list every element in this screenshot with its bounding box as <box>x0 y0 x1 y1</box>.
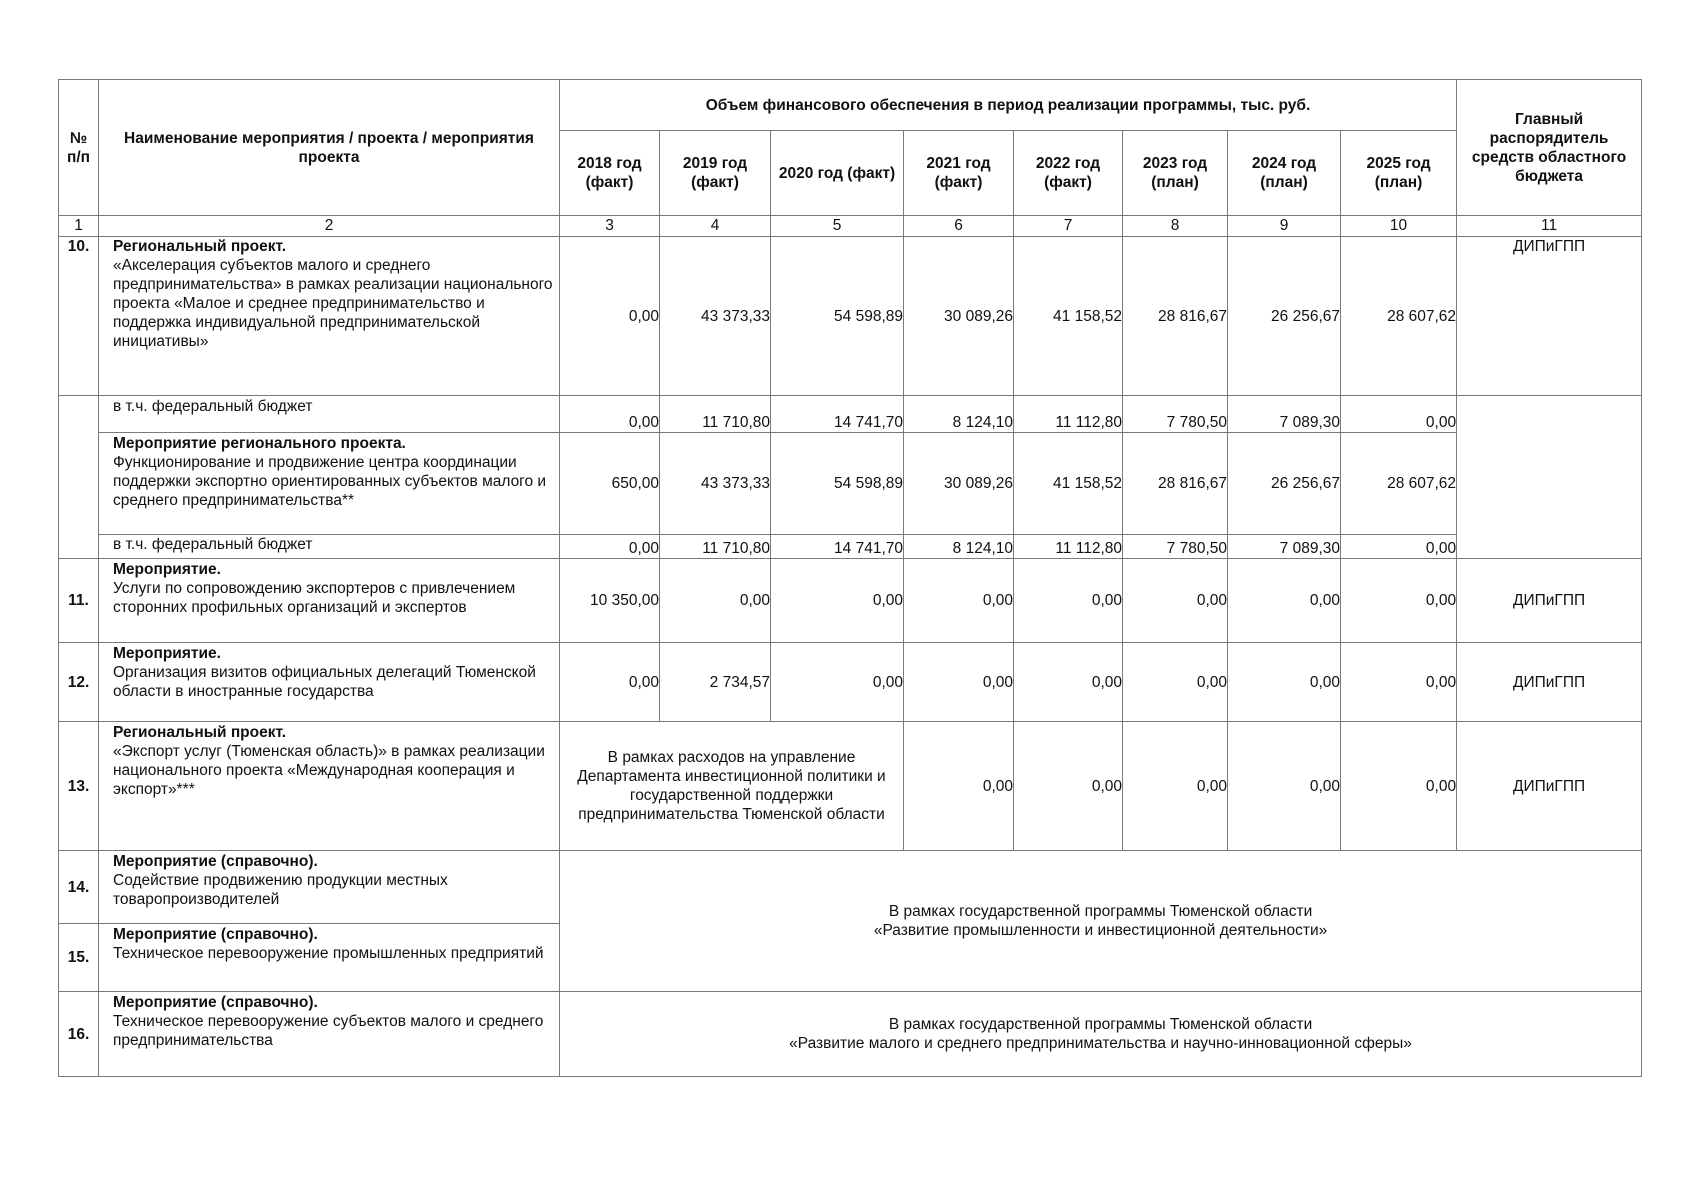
row-title: Мероприятие (справочно). <box>113 926 318 943</box>
row-number: 11. <box>59 559 99 643</box>
value-cell: 11 710,80 <box>660 535 771 559</box>
program-note-line: В рамках государственной программы Тюменской области <box>888 903 1313 920</box>
value-cell: 0,00 <box>1014 559 1123 643</box>
header-year: 2019 год (факт) <box>660 131 771 216</box>
program-note-line: «Развитие промышленности и инвестиционной деятельности» <box>873 922 1328 939</box>
value-cell: 2 734,57 <box>660 643 771 722</box>
value-cell: 0,00 <box>1341 535 1457 559</box>
value-cell: 54 598,89 <box>771 433 904 535</box>
value-cell: 0,00 <box>1341 396 1457 433</box>
value-cell: 0,00 <box>1341 559 1457 643</box>
header-year: 2024 год (план) <box>1228 131 1341 216</box>
row-name <box>99 722 560 851</box>
row-text: Техническое перевооружение субъектов малого и среднего предпринимательства <box>113 1013 544 1049</box>
value-cell: 0,00 <box>1014 722 1123 851</box>
column-number: 6 <box>904 216 1014 237</box>
header-name: Наименование мероприятия / проекта / мероприятия проекта <box>99 80 560 216</box>
value-cell: 26 256,67 <box>1228 433 1341 535</box>
row-title: Региональный проект. <box>113 724 287 741</box>
row-text: Организация визитов официальных делегаций Тюменской области в иностранные государства <box>113 664 536 700</box>
value-cell: 28 607,62 <box>1341 433 1457 535</box>
row-text: в т.ч. федеральный бюджет <box>99 396 560 433</box>
header-year: 2023 год (план) <box>1123 131 1228 216</box>
column-number: 9 <box>1228 216 1341 237</box>
value-cell: 0,00 <box>560 643 660 722</box>
value-cell: 10 350,00 <box>560 559 660 643</box>
value-cell: 0,00 <box>771 643 904 722</box>
row-number: 16. <box>59 992 99 1077</box>
row-title: Мероприятие (справочно). <box>113 994 318 1011</box>
value-cell: 0,00 <box>1228 643 1341 722</box>
row-number: 12. <box>59 643 99 722</box>
value-cell: 0,00 <box>1228 559 1341 643</box>
value-cell: 43 373,33 <box>660 237 771 396</box>
program-note-cell <box>560 851 1642 992</box>
value-cell: 0,00 <box>1341 643 1457 722</box>
value-cell: 0,00 <box>660 559 771 643</box>
value-cell: 41 158,52 <box>1014 237 1123 396</box>
header-year: 2018 год (факт) <box>560 131 660 216</box>
row-number: 15. <box>59 924 99 992</box>
value-cell: 54 598,89 <box>771 237 904 396</box>
row-text: Содействие продвижению продукции местных товаропроизводителей <box>113 872 448 908</box>
value-cell: 26 256,67 <box>1228 237 1341 396</box>
row-title: Региональный проект. <box>113 238 287 255</box>
value-cell: 650,00 <box>560 433 660 535</box>
value-cell: 0,00 <box>1123 722 1228 851</box>
row-title: Мероприятие. <box>113 561 221 578</box>
table-row <box>59 237 1642 396</box>
row-name <box>99 433 560 535</box>
value-cell: 0,00 <box>560 237 660 396</box>
column-number: 8 <box>1123 216 1228 237</box>
column-number: 3 <box>560 216 660 237</box>
value-cell: 11 112,80 <box>1014 396 1123 433</box>
value-cell: 0,00 <box>904 722 1014 851</box>
value-cell: 28 607,62 <box>1341 237 1457 396</box>
row-title: Мероприятие регионального проекта. <box>113 435 406 452</box>
table-row <box>59 535 1642 559</box>
header-funding: Объем финансового обеспечения в период реализации программы, тыс. руб. <box>560 80 1457 131</box>
value-cell: 41 158,52 <box>1014 433 1123 535</box>
header-year: 2025 год (план) <box>1341 131 1457 216</box>
value-cell: 43 373,33 <box>660 433 771 535</box>
table-row <box>59 992 1642 1077</box>
value-cell: 0,00 <box>1123 559 1228 643</box>
manager-cell: ДИПиГПП <box>1457 722 1642 851</box>
row-number: 10. <box>59 237 99 396</box>
table-row <box>59 433 1642 535</box>
row-text: «Акселерация субъектов малого и среднего предпринимательства» в рамках реализации национального проекта «Малое и среднее предпринимательство и поддержка индивидуальной предпринимательской инициативы» <box>113 257 553 350</box>
value-cell: 14 741,70 <box>771 396 904 433</box>
header-year: 2022 год (факт) <box>1014 131 1123 216</box>
program-note-line: «Развитие малого и среднего предпринимательства и научно-инновационной сферы» <box>789 1035 1412 1052</box>
value-cell: 0,00 <box>1228 722 1341 851</box>
row-name <box>99 992 560 1077</box>
value-cell: 14 741,70 <box>771 535 904 559</box>
column-numbers-row <box>59 216 1642 237</box>
row-number-empty <box>59 396 99 559</box>
row-text: Функционирование и продвижение центра координации поддержки экспортно ориентированных субъектов малого и среднего предпринимательства** <box>113 454 547 509</box>
value-cell: 8 124,10 <box>904 535 1014 559</box>
table-row <box>59 722 1642 851</box>
value-cell: 7 780,50 <box>1123 396 1228 433</box>
row-text: «Экспорт услуг (Тюменская область)» в рамках реализации национального проекта «Международная кооперация и экспорт»*** <box>113 743 545 798</box>
table-row <box>59 559 1642 643</box>
value-cell: 11 112,80 <box>1014 535 1123 559</box>
value-cell: 30 089,26 <box>904 237 1014 396</box>
header-year: 2020 год (факт) <box>771 131 904 216</box>
value-cell: 28 816,67 <box>1123 237 1228 396</box>
value-cell: 7 089,30 <box>1228 535 1341 559</box>
row-title: Мероприятие (справочно). <box>113 853 318 870</box>
row-text: Услуги по сопровождению экспортеров с привлечением сторонних профильных организаций и экспертов <box>113 580 516 616</box>
table-row <box>59 396 1642 433</box>
header-manager: Главный распорядитель средств областного бюджета <box>1457 80 1642 216</box>
value-cell: 28 816,67 <box>1123 433 1228 535</box>
value-cell: 0,00 <box>771 559 904 643</box>
row-text: в т.ч. федеральный бюджет <box>99 535 560 559</box>
value-cell: 0,00 <box>560 396 660 433</box>
row-name <box>99 643 560 722</box>
table-row <box>59 643 1642 722</box>
row-text: Техническое перевооружение промышленных предприятий <box>113 945 544 962</box>
column-number: 10 <box>1341 216 1457 237</box>
column-number: 11 <box>1457 216 1642 237</box>
manager-cell: ДИПиГПП <box>1457 237 1642 396</box>
value-cell: 0,00 <box>560 535 660 559</box>
column-number: 5 <box>771 216 904 237</box>
manager-cell: ДИПиГПП <box>1457 559 1642 643</box>
value-cell: 11 710,80 <box>660 396 771 433</box>
row-name <box>99 237 560 396</box>
value-cell: 0,00 <box>904 559 1014 643</box>
program-note-cell <box>560 992 1642 1077</box>
manager-cell-empty <box>1457 396 1642 559</box>
column-number: 4 <box>660 216 771 237</box>
value-cell: 0,00 <box>1014 643 1123 722</box>
value-cell: 7 089,30 <box>1228 396 1341 433</box>
table-row <box>59 851 1642 924</box>
row-name <box>99 851 560 924</box>
row-number: 13. <box>59 722 99 851</box>
row-number: 14. <box>59 851 99 924</box>
column-number: 2 <box>99 216 560 237</box>
value-cell: 0,00 <box>1341 722 1457 851</box>
program-note-line: В рамках государственной программы Тюменской области <box>888 1016 1313 1033</box>
value-cell: 0,00 <box>1123 643 1228 722</box>
value-cell: 0,00 <box>904 643 1014 722</box>
value-cell: 7 780,50 <box>1123 535 1228 559</box>
merged-note-cell: В рамках расходов на управление Департамента инвестиционной политики и государственной поддержки предпринимательства Тюменской области <box>560 722 904 851</box>
manager-cell: ДИПиГПП <box>1457 643 1642 722</box>
row-name <box>99 924 560 992</box>
funding-table <box>58 79 1642 1077</box>
header-year: 2021 год (факт) <box>904 131 1014 216</box>
column-number: 7 <box>1014 216 1123 237</box>
header-num: № п/п <box>59 80 99 216</box>
row-title: Мероприятие. <box>113 645 221 662</box>
column-number: 1 <box>59 216 99 237</box>
value-cell: 8 124,10 <box>904 396 1014 433</box>
value-cell: 30 089,26 <box>904 433 1014 535</box>
row-name <box>99 559 560 643</box>
